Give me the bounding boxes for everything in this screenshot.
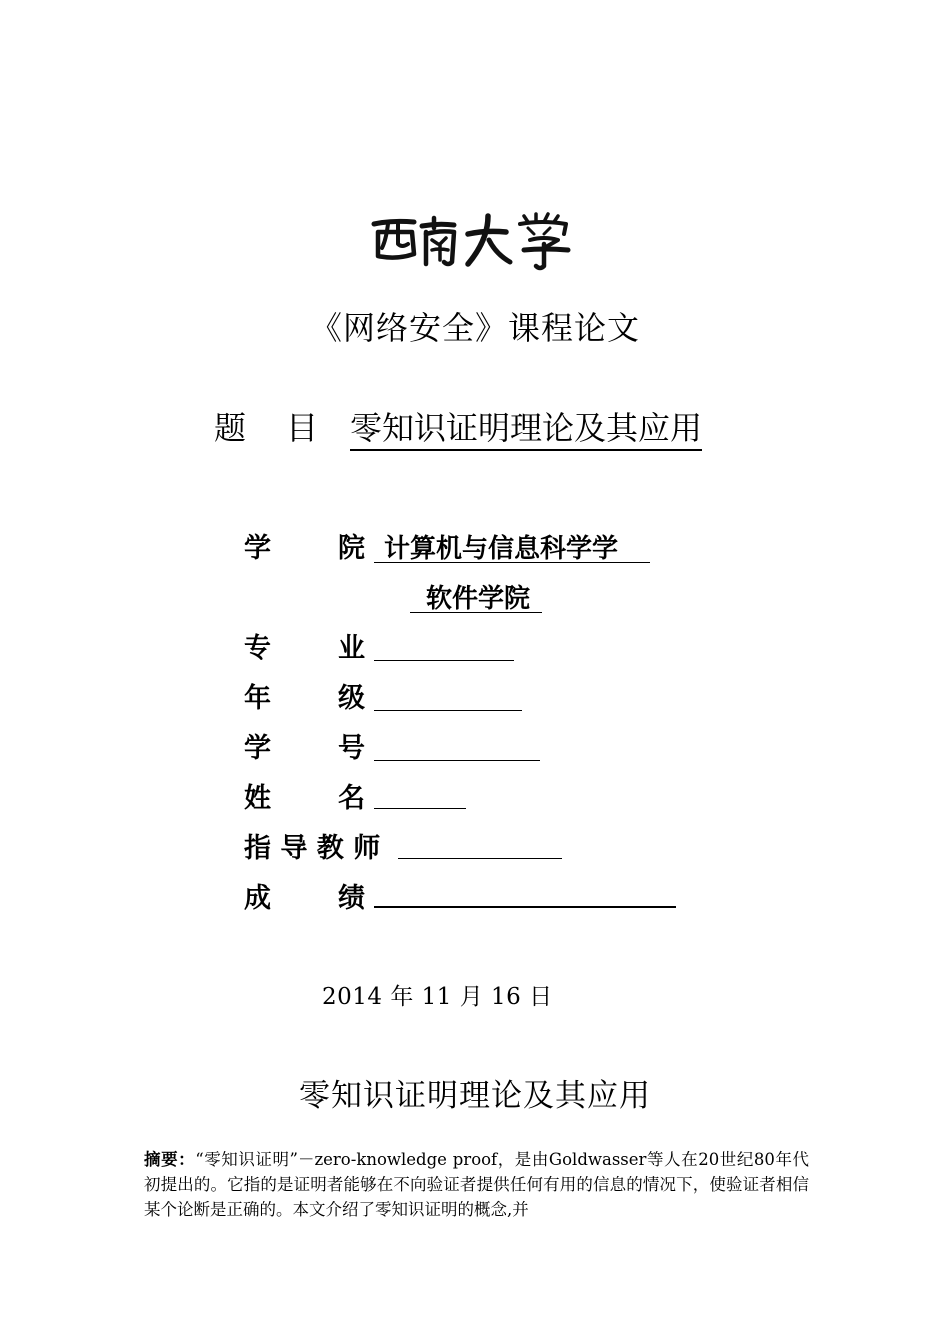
college-value-line-2: 软件学院 [426, 584, 531, 614]
university-logo [368, 210, 582, 272]
grade-underline [374, 710, 522, 711]
abstract [144, 1147, 809, 1222]
college-underline-line-2 [410, 612, 542, 613]
university-logo-calligraphy-icon [368, 210, 582, 272]
advisor-label: 指 导 教 师 [244, 833, 381, 864]
college-value: 计算机与信息科学学 [384, 534, 619, 564]
student-id-underline [374, 760, 540, 761]
major-label-part-2: 业 [338, 633, 365, 664]
college-label-part-2: 院 [338, 533, 365, 564]
major-label-part-1: 专 [244, 633, 271, 664]
name-label-part-2: 名 [338, 783, 365, 814]
name-label-part-1: 姓 [244, 783, 271, 814]
abstract-text: “零知识证明”－zero-knowledge proof，是由Goldwasser等人在20世纪80年代初提出的。它指的是证明者能够在不向验证者提供任何有用的信息的情况下，使验证者相信某个论断是正确的。本文介绍了零知识证明的概念,并 [144, 1150, 810, 1219]
grade-label-part-2: 级 [338, 683, 365, 714]
topic-label-part-2: 目 [286, 409, 319, 447]
score-label-part-2: 绩 [338, 883, 365, 914]
topic-value: 零知识证明理论及其应用 [350, 408, 702, 451]
name-underline [374, 808, 466, 809]
score-label-part-1: 成 [244, 883, 271, 914]
course-title: 《网络安全》课程论文 [309, 309, 640, 347]
major-underline [374, 660, 514, 661]
student-id-label-part-1: 学 [244, 733, 271, 764]
student-id-label-part-2: 号 [338, 733, 365, 764]
paper-title: 零知识证明理论及其应用 [299, 1078, 651, 1114]
abstract-label: 摘要： [144, 1150, 196, 1169]
grade-label-part-1: 年 [244, 683, 271, 714]
score-underline [374, 906, 676, 908]
advisor-underline [398, 858, 562, 859]
college-underline [374, 562, 650, 563]
college-label-part-1: 学 [244, 533, 271, 564]
submission-date: 2014 年 11 月 16 日 [322, 984, 553, 1010]
topic-label-part-1: 题 [214, 409, 247, 447]
